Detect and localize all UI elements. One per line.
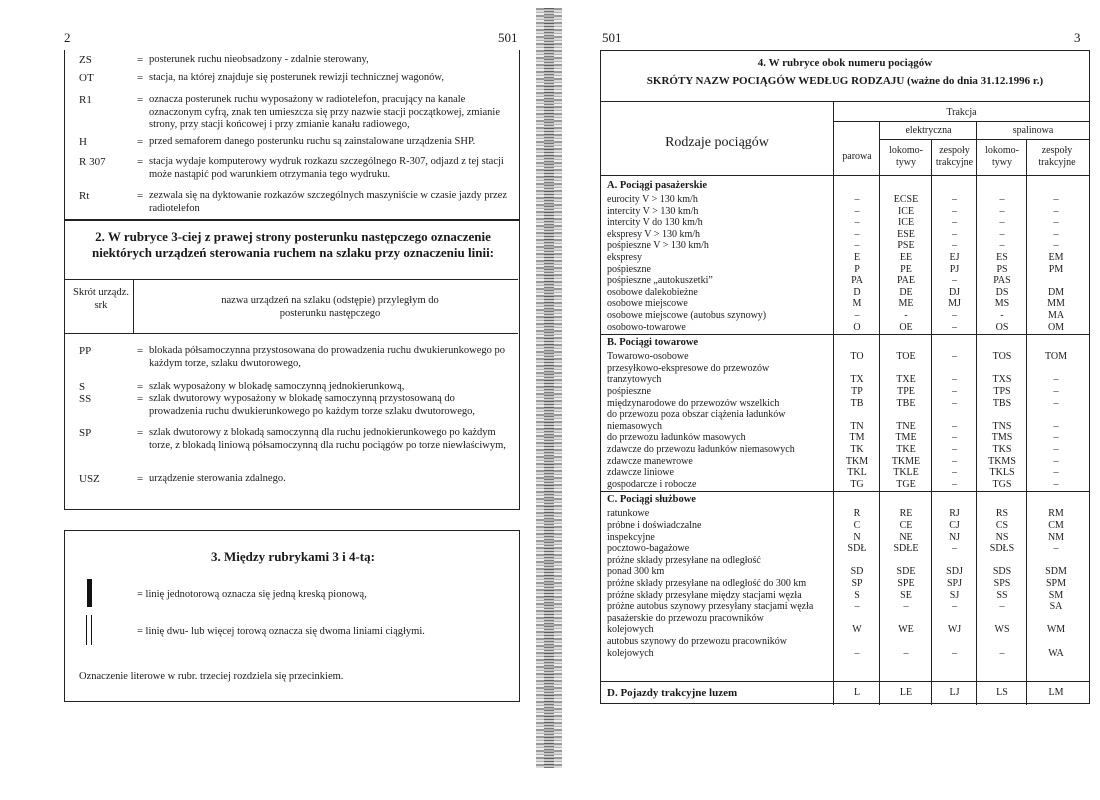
train-type-name: osobowe dalekobieżne (607, 286, 698, 298)
train-code-cell: – (903, 601, 909, 613)
train-type-name: tranzytowych (607, 374, 662, 386)
code-label: ZS (79, 54, 92, 66)
train-code-cell: - (904, 310, 908, 321)
train-code-cell: – (854, 194, 860, 205)
section-3-title: 3. Między rubrykami 3 i 4-tą: (211, 549, 375, 564)
train-code-cell: MJ (948, 298, 961, 310)
train-code-cell: TPE (897, 386, 915, 397)
train-code-cell: – (1053, 397, 1059, 409)
table-row (601, 386, 1089, 398)
train-code-cell: SPJ (946, 578, 962, 589)
device-description: szlak dwutorowy wyposażony w blokadę samoczynną przystosowaną do prowadzenia ruchu dwukierunkowego po każdym torze szlaku dwutorowego, (149, 393, 475, 417)
train-code-cell: – (1053, 478, 1059, 490)
train-code-cell: SM (1048, 589, 1064, 601)
train-code-cell: – (1053, 444, 1059, 455)
table-row (601, 421, 1089, 433)
code-label: R 307 (79, 156, 106, 168)
train-code-cell: EJ (949, 252, 960, 263)
device-code: S (79, 381, 86, 393)
train-type-name: pośpieszne (607, 386, 651, 397)
train-code-cell: – (1053, 467, 1059, 479)
train-code-cell: ICE (897, 205, 915, 217)
train-code-cell: – (1053, 374, 1059, 386)
device-code: USZ (79, 473, 100, 485)
table-row (601, 601, 1089, 613)
train-code-cell: – (999, 601, 1005, 613)
train-type-name: zdawcze do przewozu ładunków niemasowych (607, 444, 795, 455)
header-lokomotywy-e: lokomo-tywy (889, 145, 923, 168)
equals-sign: = (137, 94, 144, 106)
code-description: oznacza posterunek ruchu wyposażony w radiotelefon, pracujący na kanale oznaczonym cyfrą, znak ten umieszcza się przy nazwie stacji początkowej, zmianie strony, przy stacji końcowej i przy zmianie kanału radiowego, (149, 94, 500, 130)
train-code-cell: C (853, 520, 861, 531)
header-zespoly-s: zespoły trakcyjne (1038, 145, 1076, 168)
train-type-name: pośpieszne (607, 263, 651, 275)
train-type-name: próżne autobus szynowy przesyłany stacjami węzła (607, 601, 814, 613)
train-type-name: inspekcyjne (607, 531, 655, 543)
train-code-cell: – (854, 205, 860, 217)
train-code-cell: TKL (847, 467, 867, 479)
table-row (601, 566, 1089, 578)
table-row (601, 217, 1089, 229)
train-code-cell: – (854, 647, 860, 659)
train-code-cell: WE (898, 624, 914, 636)
train-code-cell: ICE (897, 217, 915, 229)
device-code: SP (79, 427, 92, 439)
code-label: OT (79, 72, 94, 84)
train-code-cell: WA (1048, 647, 1064, 659)
equals-sign: = (137, 381, 144, 393)
train-type-name: osobowe miejscowe (607, 298, 688, 310)
section-3-box (64, 530, 520, 702)
train-type-name: próbne i doświadczalne (607, 520, 702, 531)
train-code-cell: – (1053, 240, 1059, 252)
train-code-cell: DJ (948, 286, 961, 298)
code-label: Rt (79, 190, 90, 202)
train-code-cell: EM (1048, 252, 1064, 263)
table-row (601, 520, 1089, 532)
train-code-cell: TG (850, 478, 864, 490)
equals-sign: = (137, 54, 144, 66)
train-code-cell: – (854, 217, 860, 229)
train-code-cell: D (853, 286, 861, 298)
train-code-cell: CS (995, 520, 1009, 531)
train-code-cell: NE (899, 531, 913, 543)
code-label: R1 (79, 94, 92, 106)
train-code-cell: – (1053, 386, 1059, 397)
train-code-cell: – (999, 194, 1005, 205)
table-row (601, 467, 1089, 479)
table-title-1: 4. W rubryce obok numeru pociągów (757, 57, 933, 69)
header-zespoly-e: zespoły trakcyjne (935, 145, 974, 168)
train-code-cell: TNE (896, 420, 916, 432)
left-page-running-number: 501 (498, 30, 518, 45)
table-row (601, 555, 1089, 567)
train-code-cell: SPM (1045, 578, 1066, 589)
table-row (601, 252, 1089, 264)
train-code-cell: SPE (897, 578, 915, 589)
train-code-cell: SDM (1045, 566, 1067, 578)
train-type-name: pośpieszne V > 130 km/h (607, 240, 709, 252)
train-code-cell: SDŁS (989, 543, 1015, 555)
train-code-cell: OM (1047, 321, 1065, 333)
train-code-cell: MS (994, 298, 1010, 310)
train-code-cell: – (952, 217, 957, 229)
train-code-cell: – (999, 205, 1005, 217)
train-code-cell: CE (899, 520, 913, 531)
table-row (601, 613, 1089, 625)
train-code-cell: SDE (896, 566, 916, 578)
train-code-cell: RM (1048, 508, 1064, 520)
train-code-cell: ESE (897, 228, 915, 240)
train-code-cell: TBE (896, 397, 916, 409)
train-code-cell: DS (995, 286, 1009, 298)
header-parowa: parowa (842, 151, 872, 162)
train-code-cell: – (952, 205, 957, 217)
left-page-number: 2 (64, 30, 71, 45)
train-type-name: pasażerskie do przewozu pracowników (607, 612, 764, 624)
equals-sign: = (137, 136, 144, 148)
train-code-cell: S (854, 589, 860, 601)
train-code-cell: PAS (993, 275, 1011, 287)
header-lokomotywy-s: lokomo-tywy (985, 145, 1019, 168)
train-code-cell: N (853, 531, 861, 543)
train-type-name: międzynarodowe do przewozów wszelkich (607, 397, 780, 409)
device-code: SS (79, 393, 92, 405)
codes-box (64, 50, 520, 220)
code-description: stacja, na której znajduje się posterunek rewizji technicznej wagonów, (149, 72, 444, 83)
table-row (601, 229, 1089, 241)
single-track-mark-icon (87, 579, 92, 607)
train-code-cell: TN (850, 420, 864, 432)
train-code-cell: – (952, 194, 957, 205)
table-row (601, 479, 1089, 491)
section-2-col2-header: nazwa urządzeń na szlaku (odstępie) przyległym do posterunku następczego (221, 295, 439, 319)
right-page-running-number: 501 (602, 30, 622, 45)
train-code-cell: PJ (949, 263, 960, 275)
table-row (601, 409, 1089, 421)
train-type-name: do przewozu ładunków masowych (607, 432, 746, 444)
table-row (601, 590, 1089, 602)
train-type-name: pośpieszne „autokuszetki” (607, 275, 713, 287)
train-type-name: intercity V > 130 km/h (607, 205, 699, 217)
train-code-cell: TB (850, 397, 864, 409)
train-code-cell: – (999, 217, 1005, 229)
train-type-name: zdawcze liniowe (607, 467, 674, 479)
table-row (601, 648, 1089, 660)
train-code-cell: RE (899, 508, 913, 520)
train-code-cell: ME (898, 298, 914, 310)
train-type-name: próżne składy przesyłane na odległość (607, 554, 761, 566)
table-row (601, 264, 1089, 276)
train-code-cell: DE (899, 286, 913, 298)
train-code-cell: SPS (993, 578, 1011, 589)
train-code-cell: WM (1046, 624, 1066, 636)
train-type-name: autobus szynowy do przewozu pracowników (607, 636, 787, 647)
train-code-cell: – (952, 351, 957, 363)
train-code-cell: TBS (992, 397, 1012, 409)
table-row (601, 624, 1089, 636)
train-code-cell: – (952, 543, 957, 555)
train-code-cell: OS (995, 321, 1009, 333)
train-code-cell: TKME (891, 455, 921, 467)
equals-sign: = (137, 473, 144, 485)
train-type-name: osobowo-towarowe (607, 321, 686, 333)
train-code-cell: – (952, 455, 957, 467)
group-title: B. Pociągi towarowe (607, 337, 699, 349)
train-code-cell: NJ (948, 531, 961, 543)
code-description: stacja wydaje komputerowy wydruk rozkazu szczególnego R-307, odjazd z tej stacji może nastąpić pod warunkiem otrzymania tego wydruku. (149, 156, 504, 180)
group-title: C. Pociągi służbowe (607, 494, 696, 506)
train-code-cell: PM (1048, 263, 1064, 275)
code-description: przed semaforem danego posterunku ruchu są zainstalowane urządzenia SHP. (149, 136, 476, 147)
train-code-cell: TKLE (893, 467, 919, 479)
header-spalinowa: spalinowa (1012, 125, 1054, 136)
train-code-cell: – (952, 240, 957, 252)
code-description: posterunek ruchu nieobsadzony - zdalnie sterowany, (149, 54, 369, 65)
train-code-cell: TNS (992, 420, 1012, 432)
table-row (601, 206, 1089, 218)
section-2-col1-header: Skrót urządz. srk (73, 287, 129, 311)
train-code-cell: – (952, 397, 957, 409)
train-code-cell: W (852, 624, 862, 636)
device-description: szlak dwutorowy z blokadą samoczynną dla ruchu jednokierunkowego po każdym torze, z blokadą liniową półsamoczynną dla ruchu pociągów po torze niewłaściwym, (149, 427, 506, 451)
train-code-cell: SDJ (946, 566, 963, 578)
train-type-name: próżne składy przesyłane na odległość do 300 km (607, 578, 807, 589)
table-row (601, 508, 1089, 520)
train-code-cell: – (1053, 432, 1059, 444)
device-code: PP (79, 345, 92, 357)
train-code-cell: RS (995, 508, 1009, 520)
train-type-name: niemasowych (607, 420, 662, 432)
table-row (601, 543, 1089, 555)
table-row (601, 636, 1089, 648)
train-code-cell: – (1053, 205, 1059, 217)
train-code-cell: O (853, 321, 861, 333)
group-title: A. Pociągi pasażerskie (607, 180, 708, 191)
train-code-cell: SDS (992, 566, 1012, 578)
train-type-name: eurocity V > 130 km/h (607, 194, 698, 205)
train-codes-table (600, 50, 1090, 704)
train-code-cell: – (952, 467, 957, 479)
table-row (601, 432, 1089, 444)
table-row (601, 456, 1089, 468)
train-code-cell: WJ (947, 624, 962, 636)
train-code-cell: – (952, 432, 957, 444)
equals-sign: = (137, 156, 144, 168)
table-row (601, 287, 1089, 299)
train-type-name: pocztowo-bagażowe (607, 543, 690, 555)
train-code-cell: TKM (845, 455, 869, 467)
train-code-cell: – (952, 275, 957, 287)
train-code-cell: TKS (992, 444, 1012, 455)
train-code-cell: TM (849, 432, 865, 444)
train-type-name: kolejowych (607, 624, 654, 636)
train-code-cell: – (903, 647, 909, 659)
section-2-box (64, 220, 520, 510)
train-code-cell: TME (895, 432, 917, 444)
train-code-cell: – (999, 228, 1005, 240)
train-code-cell: – (854, 228, 860, 240)
train-code-cell: TK (850, 444, 864, 455)
train-type-name: ponad 300 km (607, 566, 665, 578)
table-row (601, 398, 1089, 410)
train-code-cell: TGS (992, 478, 1012, 490)
train-code-cell: TKLS (989, 467, 1015, 479)
train-code-cell: CJ (949, 520, 960, 531)
table-row (601, 322, 1089, 334)
train-code-cell: – (854, 310, 860, 321)
train-type-name: osobowe miejscowe (autobus szynowy) (607, 310, 767, 321)
train-code-cell: TGE (896, 478, 916, 490)
table-row (601, 310, 1089, 322)
train-type-name: gospodarcze i robocze (607, 478, 697, 490)
double-track-desc: = linię dwu- lub więcej torową oznacza się dwoma liniami ciągłymi. (137, 626, 425, 637)
code-description: zezwala się na dyktowanie rozkazów szczególnych maszyniście w czasie jazdy przez radiotelefon (149, 190, 507, 214)
equals-sign: = (137, 427, 144, 439)
train-code-cell: – (854, 240, 860, 252)
train-type-name: kolejowych (607, 647, 654, 659)
train-code-cell: - (1000, 310, 1004, 321)
train-code-cell: TO (850, 351, 864, 363)
train-code-cell: SS (996, 589, 1008, 601)
table-row (601, 275, 1089, 287)
footer-note: Oznaczenie literowe w rubr. trzeciej rozdziela się przecinkiem. (79, 671, 344, 682)
train-code-cell: PSE (897, 240, 915, 252)
train-code-cell: TMS (991, 432, 1013, 444)
train-code-cell: – (1053, 194, 1059, 205)
device-description: urządzenie sterowania zdalnego. (149, 473, 286, 484)
train-code-cell: – (952, 478, 957, 490)
train-code-cell: SE (900, 589, 912, 601)
equals-sign: = (137, 72, 144, 84)
train-code-cell: CM (1048, 520, 1064, 531)
table-row (601, 578, 1089, 590)
train-code-cell: – (854, 601, 860, 613)
equals-sign: = (137, 345, 144, 357)
train-type-name: intercity V do 130 km/h (607, 217, 703, 229)
train-code-cell: – (1053, 420, 1059, 432)
header-trakcja: Trakcja (946, 107, 977, 118)
train-type-name: przesyłkowo-ekspresowe do przewozów (607, 362, 770, 374)
train-code-cell: TOE (896, 351, 916, 363)
equals-sign: = (137, 190, 144, 202)
table-title-2: SKRÓTY NAZW POCIĄGÓW WEDŁUG RODZAJU (ważne do dnia 31.12.1996 r.) (646, 75, 1044, 87)
train-type-name: ekspresy (607, 252, 642, 263)
train-code-cell: – (952, 444, 957, 455)
train-code-cell: RJ (949, 508, 960, 520)
right-page-number: 3 (1074, 30, 1081, 45)
double-track-mark-icon (86, 615, 87, 645)
train-code-cell: SD (850, 566, 864, 578)
train-type-name: zdawcze manewrowe (607, 455, 693, 467)
train-code-cell: TXE (896, 374, 916, 386)
train-code-cell: MA (1047, 310, 1065, 321)
train-code-cell: – (999, 647, 1005, 659)
train-code-cell: P (854, 263, 860, 275)
train-code-cell: DM (1047, 286, 1065, 298)
table-row (601, 363, 1089, 375)
final-row: D. Pojazdy trakcyjne luzem L LE LJ LS LM (607, 687, 1064, 699)
train-code-cell: WS (994, 624, 1010, 636)
train-code-cell: – (952, 374, 957, 386)
train-code-cell: PS (996, 263, 1008, 275)
train-code-cell: M (852, 298, 862, 310)
train-code-cell: R (853, 508, 861, 520)
single-track-desc: = linię jednotorową oznacza się jedną kreską pionową, (137, 589, 367, 600)
train-code-cell: TKMS (988, 455, 1016, 467)
train-code-cell: MM (1047, 298, 1065, 310)
train-code-cell: – (999, 240, 1005, 252)
train-code-cell: SJ (949, 589, 960, 601)
train-code-cell: – (952, 310, 957, 321)
train-type-name: Towarowo-osobowe (607, 351, 689, 363)
train-code-cell: SDŁ (847, 543, 867, 555)
train-code-cell: NM (1047, 531, 1065, 543)
table-row (601, 532, 1089, 544)
train-type-name: ekspresy V > 130 km/h (607, 228, 701, 240)
train-type-name: próżne składy przesyłane między stacjami węzła (607, 589, 802, 601)
train-code-cell: TPS (993, 386, 1011, 397)
table-row (601, 351, 1089, 363)
train-code-cell: SP (851, 578, 863, 589)
table-row (601, 444, 1089, 456)
equals-sign: = (137, 393, 144, 405)
train-code-cell: EE (899, 252, 913, 263)
train-code-cell: SDŁE (893, 543, 919, 555)
train-code-cell: – (1053, 543, 1059, 555)
train-code-cell: – (952, 420, 957, 432)
train-code-cell: SA (1049, 601, 1063, 613)
table-row (601, 240, 1089, 252)
device-description: blokada półsamoczynna przystosowana do prowadzenia ruchu dwukierunkowego po każdym torze, szlaku dwutorowego, (149, 345, 506, 369)
table-row (601, 374, 1089, 386)
train-code-cell: – (1053, 217, 1059, 229)
train-code-cell: – (952, 386, 957, 397)
train-code-cell: PAE (897, 275, 915, 287)
train-code-cell: – (952, 647, 957, 659)
train-code-cell: ECSE (893, 194, 919, 205)
header-elektryczna: elektryczna (905, 125, 952, 136)
train-code-cell: OE (899, 321, 913, 333)
train-code-cell: TP (851, 386, 863, 397)
train-code-cell: ES (996, 252, 1008, 263)
train-code-cell: – (952, 601, 957, 613)
train-code-cell: TKE (896, 444, 916, 455)
train-code-cell: TOM (1044, 351, 1068, 363)
section-2-title: 2. W rubryce 3-ciej z prawej strony posterunku następczego oznaczenie niektórych urządzeń sterowania ruchem na szlaku przy oznaczeniu linii: (91, 229, 495, 260)
train-code-cell: TX (850, 374, 864, 386)
train-code-cell: TOS (992, 351, 1012, 363)
train-code-cell: PA (851, 275, 863, 287)
device-description: szlak wyposażony w blokadę samoczynną jednokierunkową, (149, 381, 405, 392)
final-row-name: D. Pojazdy trakcyjne luzem (607, 687, 738, 699)
header-rodzaje: Rodzaje pociągów (665, 135, 769, 150)
table-row (601, 194, 1089, 206)
train-code-cell: – (1053, 455, 1059, 467)
train-code-cell: – (1053, 228, 1059, 240)
train-code-cell: NS (995, 531, 1009, 543)
code-label: H (79, 136, 87, 148)
train-code-cell: – (952, 321, 957, 333)
train-type-name: ratunkowe (607, 508, 650, 520)
train-code-cell: – (952, 228, 957, 240)
table-row (601, 298, 1089, 310)
train-type-name: do przewozu poza obszar ciążenia ładunków (607, 409, 786, 421)
train-code-cell: PE (900, 263, 912, 275)
train-code-cell: TXS (992, 374, 1012, 386)
train-code-cell: E (853, 252, 861, 263)
